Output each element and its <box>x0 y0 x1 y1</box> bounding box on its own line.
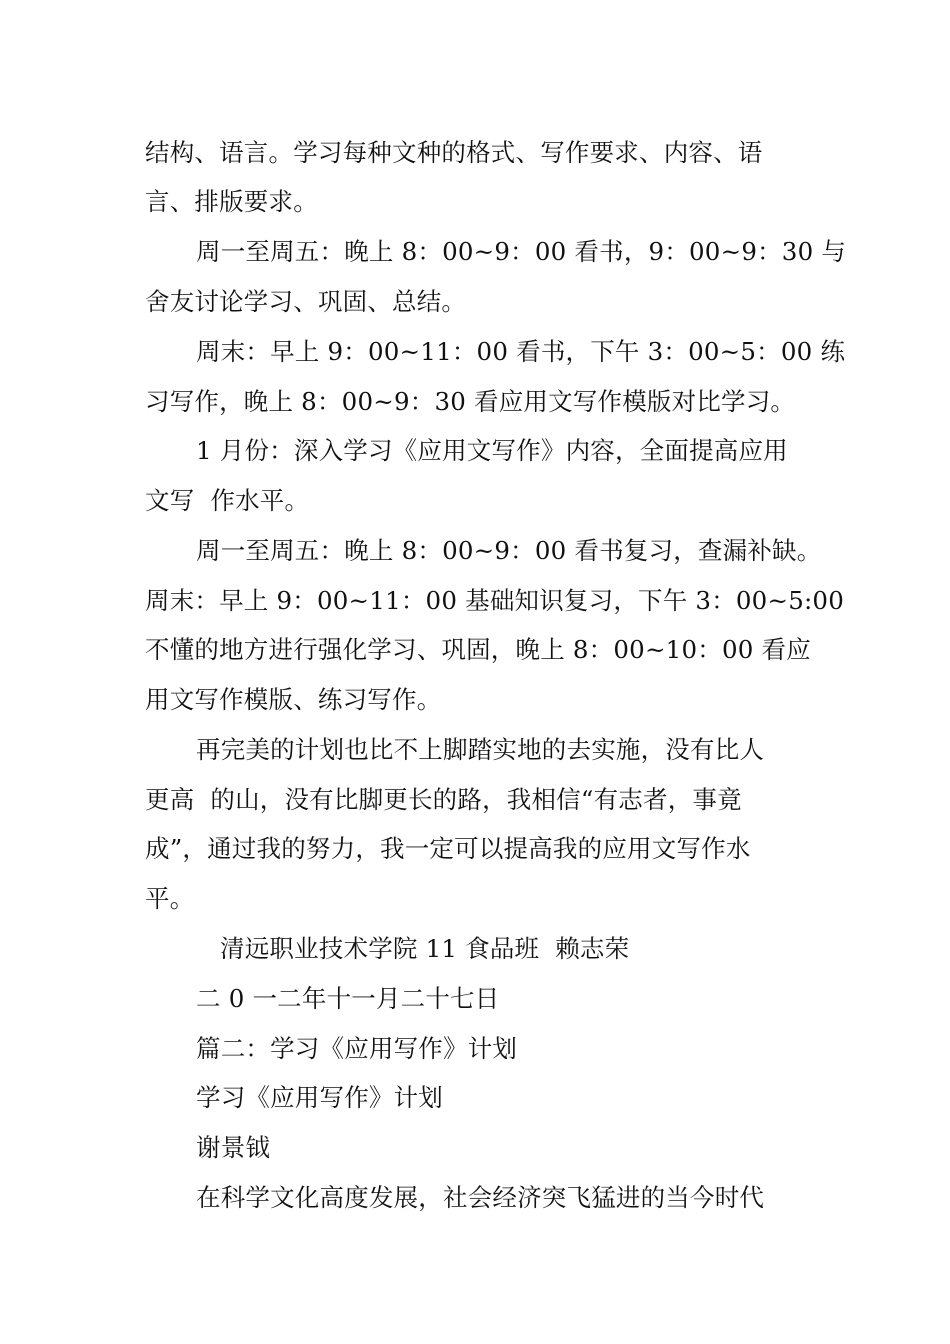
paragraph-line: 舍友讨论学习、巩固、总结。 <box>145 287 467 316</box>
section-heading: 篇二：学习《应用写作》计划 <box>196 1034 518 1063</box>
paragraph-line: 言、排版要求。 <box>145 187 318 216</box>
paragraph-line: 1 月份：深入学习《应用文写作》内容，全面提高应用 <box>196 436 788 465</box>
paragraph-line: 周末：早上 9：00~11：00 看书，下午 3：00~5：00 练 <box>196 337 846 366</box>
paragraph-line: 不懂的地方进行强化学习、巩固，晚上 8：00~10：00 看应 <box>145 635 811 664</box>
paragraph-line: 习写作，晚上 8：00~9：30 看应用文写作模版对比学习。 <box>145 387 796 416</box>
paragraph-line: 周一至周五：晚上 8：00~9：00 看书，9：00~9：30 与 <box>196 237 847 266</box>
paragraph-line: 再完美的计划也比不上脚踏实地的去实施，没有比人 <box>196 735 765 764</box>
author-name: 谢景钺 <box>196 1133 271 1162</box>
paragraph-line: 周一至周五：晚上 8：00~9：00 看书复习，查漏补缺。 <box>196 536 822 565</box>
paragraph-line: 成”，通过我的努力，我一定可以提高我的应用文写作水 <box>145 834 751 863</box>
paragraph-line: 周末：早上 9：00~11：00 基础知识复习，下午 3：00~5:00 <box>145 586 845 615</box>
document-title: 学习《应用写作》计划 <box>196 1083 443 1112</box>
paragraph-line: 更高 的山，没有比脚更长的路，我相信“有志者，事竟 <box>145 785 742 814</box>
paragraph-line: 用文写作模版、练习写作。 <box>145 685 442 714</box>
paragraph-line: 文写 作水平。 <box>145 486 310 515</box>
signature-line: 清远职业技术学院 11 食品班 赖志荣 <box>220 934 630 963</box>
paragraph-line: 平。 <box>145 884 195 913</box>
date-line: 二 0 一二年十一月二十七日 <box>196 984 500 1013</box>
paragraph-line: 在科学文化高度发展，社会经济突飞猛进的当今时代 <box>196 1183 765 1212</box>
paragraph-line: 结构、语言。学习每种文种的格式、写作要求、内容、语 <box>145 138 763 167</box>
